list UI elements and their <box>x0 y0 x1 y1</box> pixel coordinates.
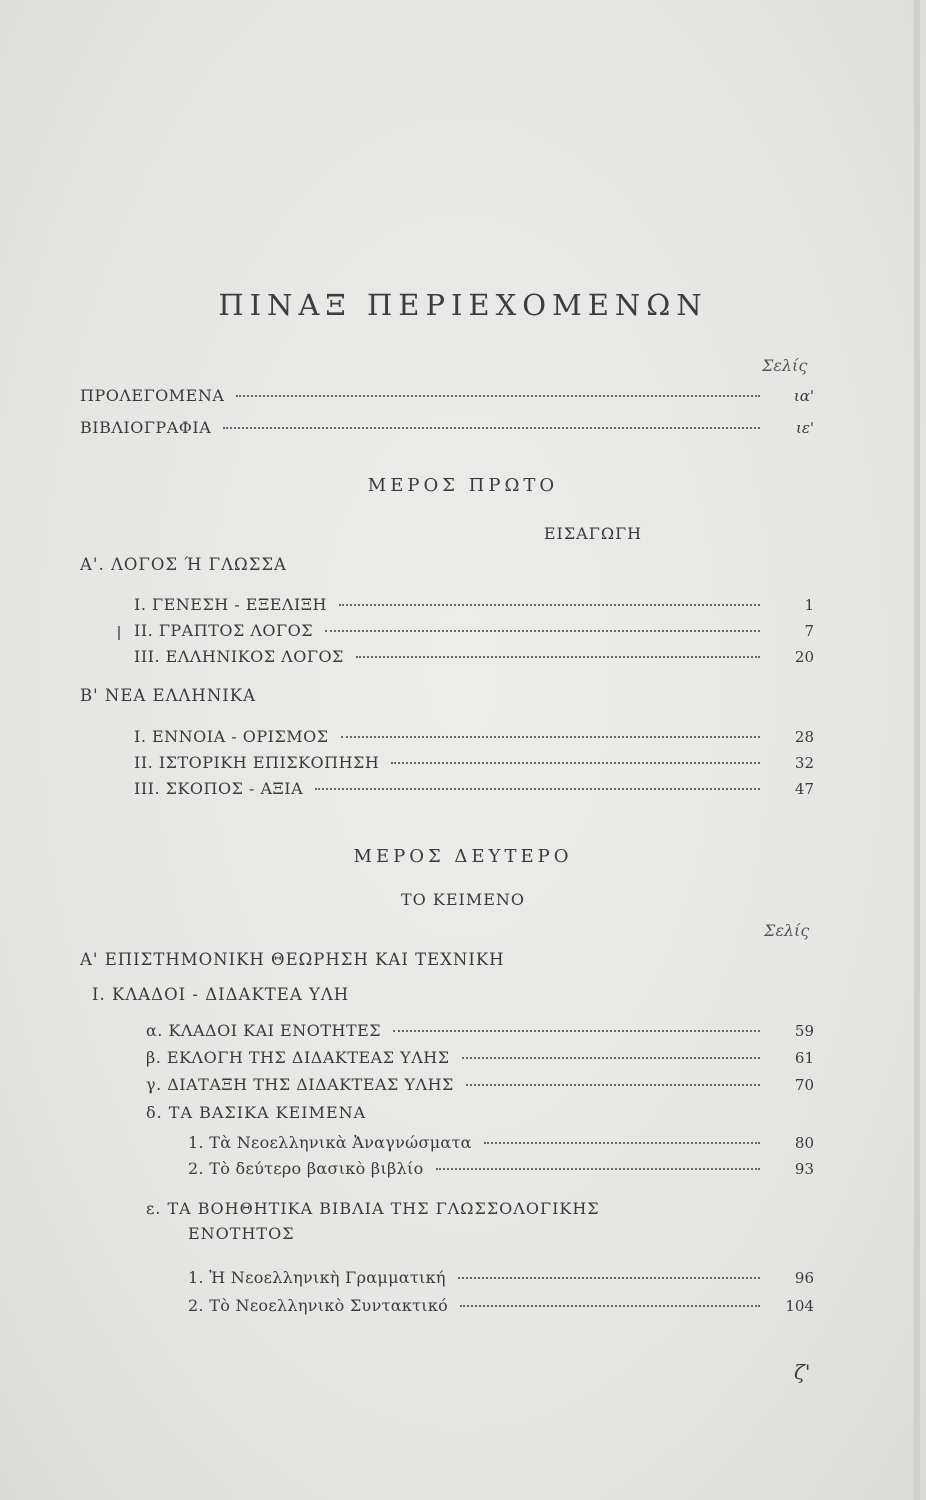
toc-entry[interactable] <box>188 1159 814 1181</box>
part-subheading: ΕΙΣΑΓΩΓΗ <box>543 524 643 543</box>
dot-leader <box>339 604 760 606</box>
toc-entry[interactable] <box>80 386 814 408</box>
toc-entry[interactable] <box>188 1133 814 1155</box>
part-heading: ΜΕΡΟΣ ΠΡΩΤΟ <box>367 475 559 496</box>
dot-leader <box>460 1305 760 1307</box>
toc-entry-page: 59 <box>794 1022 814 1040</box>
toc-entry-label: 1. Ἡ Νεοελληνικὴ Γραμματική <box>188 1268 446 1287</box>
toc-entry-label: Ι. ΓΕΝΕΣΗ - ΕΞΕΛΙΞΗ <box>134 595 327 614</box>
toc-entry-label: 1. Τὰ Νεοελληνικὰ Ἀναγνώσματα <box>188 1133 472 1152</box>
dot-leader <box>391 762 760 764</box>
dot-leader <box>393 1030 760 1032</box>
scan-edge-shadow <box>914 0 920 1500</box>
toc-entry-label: Ι. ΕΝΝΟΙΑ - ΟΡΙΣΜΟΣ <box>134 727 329 746</box>
part-heading: ΜΕΡΟΣ ΔΕΥΤΕΡΟ <box>353 846 573 867</box>
toc-entry[interactable] <box>134 621 814 643</box>
toc-entry-label: ΠΡΟΛΕΓΟΜΕΝΑ <box>80 386 225 405</box>
dot-leader <box>458 1277 760 1279</box>
toc-entry[interactable] <box>80 418 814 440</box>
page-column-label: Σελίς <box>762 356 808 375</box>
subsection-heading: δ. ΤΑ ΒΑΣΙΚΑ ΚΕΙΜΕΝΑ <box>146 1103 367 1122</box>
toc-entry-page: 80 <box>794 1134 814 1152</box>
toc-entry-page: 70 <box>794 1076 814 1094</box>
subsection-heading: Ι. ΚΛΑΔΟΙ - ΔΙΔΑΚΤΕΑ ΥΛΗ <box>92 985 350 1004</box>
toc-entry-page: 61 <box>794 1049 814 1067</box>
toc-entry[interactable] <box>134 727 814 749</box>
toc-entry-page: 47 <box>794 780 814 798</box>
dot-leader <box>462 1057 760 1059</box>
dot-leader <box>484 1142 760 1144</box>
toc-entry-label: ΙΙΙ. ΣΚΟΠΟΣ - ΑΞΙΑ <box>134 779 304 798</box>
toc-entry-page: 32 <box>794 754 814 772</box>
toc-entry-label: α. ΚΛΑΔΟΙ ΚΑΙ ΕΝΟΤΗΤΕΣ <box>146 1021 382 1040</box>
toc-entry-page: 7 <box>804 622 814 640</box>
dot-leader <box>315 788 760 790</box>
dot-leader <box>436 1168 760 1170</box>
toc-entry-page: ια' <box>793 387 814 405</box>
subsection-heading: ε. ΤΑ ΒΟΗΘΗΤΙΚΑ ΒΙΒΛΙΑ ΤΗΣ ΓΛΩΣΣΟΛΟΓΙΚΗΣ <box>146 1199 600 1218</box>
toc-entry[interactable] <box>134 779 814 801</box>
toc-entry-label: β. ΕΚΛΟΓΗ ΤΗΣ ΔΙΔΑΚΤΕΑΣ ΥΛΗΣ <box>146 1048 450 1067</box>
dot-leader <box>341 736 760 738</box>
toc-entry-label: ΙΙ. ΙΣΤΟΡΙΚΗ ΕΠΙΣΚΟΠΗΣΗ <box>134 753 380 772</box>
dot-leader <box>325 630 760 632</box>
toc-entry-page: 20 <box>794 648 814 666</box>
toc-entry[interactable] <box>188 1268 814 1290</box>
section-heading: Α' ΕΠΙΣΤΗΜΟΝΙΚΗ ΘΕΩΡΗΣΗ ΚΑΙ ΤΕΧΝΙΚΗ <box>80 950 505 969</box>
toc-entry[interactable] <box>134 647 814 669</box>
toc-entry-page: 28 <box>794 728 814 746</box>
dot-leader <box>223 427 760 429</box>
toc-entry-page: 96 <box>794 1269 814 1287</box>
toc-entry-page: 1 <box>804 596 814 614</box>
dot-leader <box>466 1084 760 1086</box>
toc-entry-label: 2. Τὸ δεύτερο βασικὸ βιβλίο <box>188 1159 424 1178</box>
scan-mark <box>118 626 120 640</box>
part-subheading: ΤΟ ΚΕΙΜΕΝΟ <box>400 890 525 909</box>
dot-leader <box>236 395 760 397</box>
toc-entry[interactable] <box>134 753 814 775</box>
dot-leader <box>356 656 760 658</box>
section-heading: Β' ΝΕΑ ΕΛΛΗΝΙΚΑ <box>80 686 257 705</box>
toc-entry[interactable] <box>146 1075 814 1097</box>
toc-entry-label: ΙΙΙ. ΕΛΛΗΝΙΚΟΣ ΛΟΓΟΣ <box>134 647 344 666</box>
toc-entry-page: 104 <box>785 1297 814 1315</box>
subsection-heading-continuation: ΕΝΟΤΗΤΟΣ <box>188 1224 295 1243</box>
page-title: ΠΙΝΑΞ ΠΕΡΙΕΧΟΜΕΝΩΝ <box>218 288 708 322</box>
toc-entry-label: ΒΙΒΛΙΟΓΡΑΦΙΑ <box>80 418 212 437</box>
toc-entry-page: ιε' <box>795 419 814 437</box>
section-heading: Α'. ΛΟΓΟΣ Ή ΓΛΩΣΣΑ <box>80 555 287 574</box>
toc-entry-label: ΙΙ. ΓΡΑΠΤΟΣ ΛΟΓΟΣ <box>134 621 314 640</box>
toc-entry-label: 2. Τὸ Νεοελληνικὸ Συντακτικό <box>188 1296 449 1315</box>
toc-entry[interactable] <box>188 1296 814 1318</box>
toc-entry[interactable] <box>146 1021 814 1043</box>
page-column-label: Σελίς <box>764 921 810 940</box>
toc-entry[interactable] <box>134 595 814 617</box>
toc-entry-label: γ. ΔΙΑΤΑΞΗ ΤΗΣ ΔΙΔΑΚΤΕΑΣ ΥΛΗΣ <box>146 1075 454 1094</box>
toc-entry[interactable] <box>146 1048 814 1070</box>
folio: ζ' <box>794 1360 811 1384</box>
toc-entry-page: 93 <box>794 1160 814 1178</box>
